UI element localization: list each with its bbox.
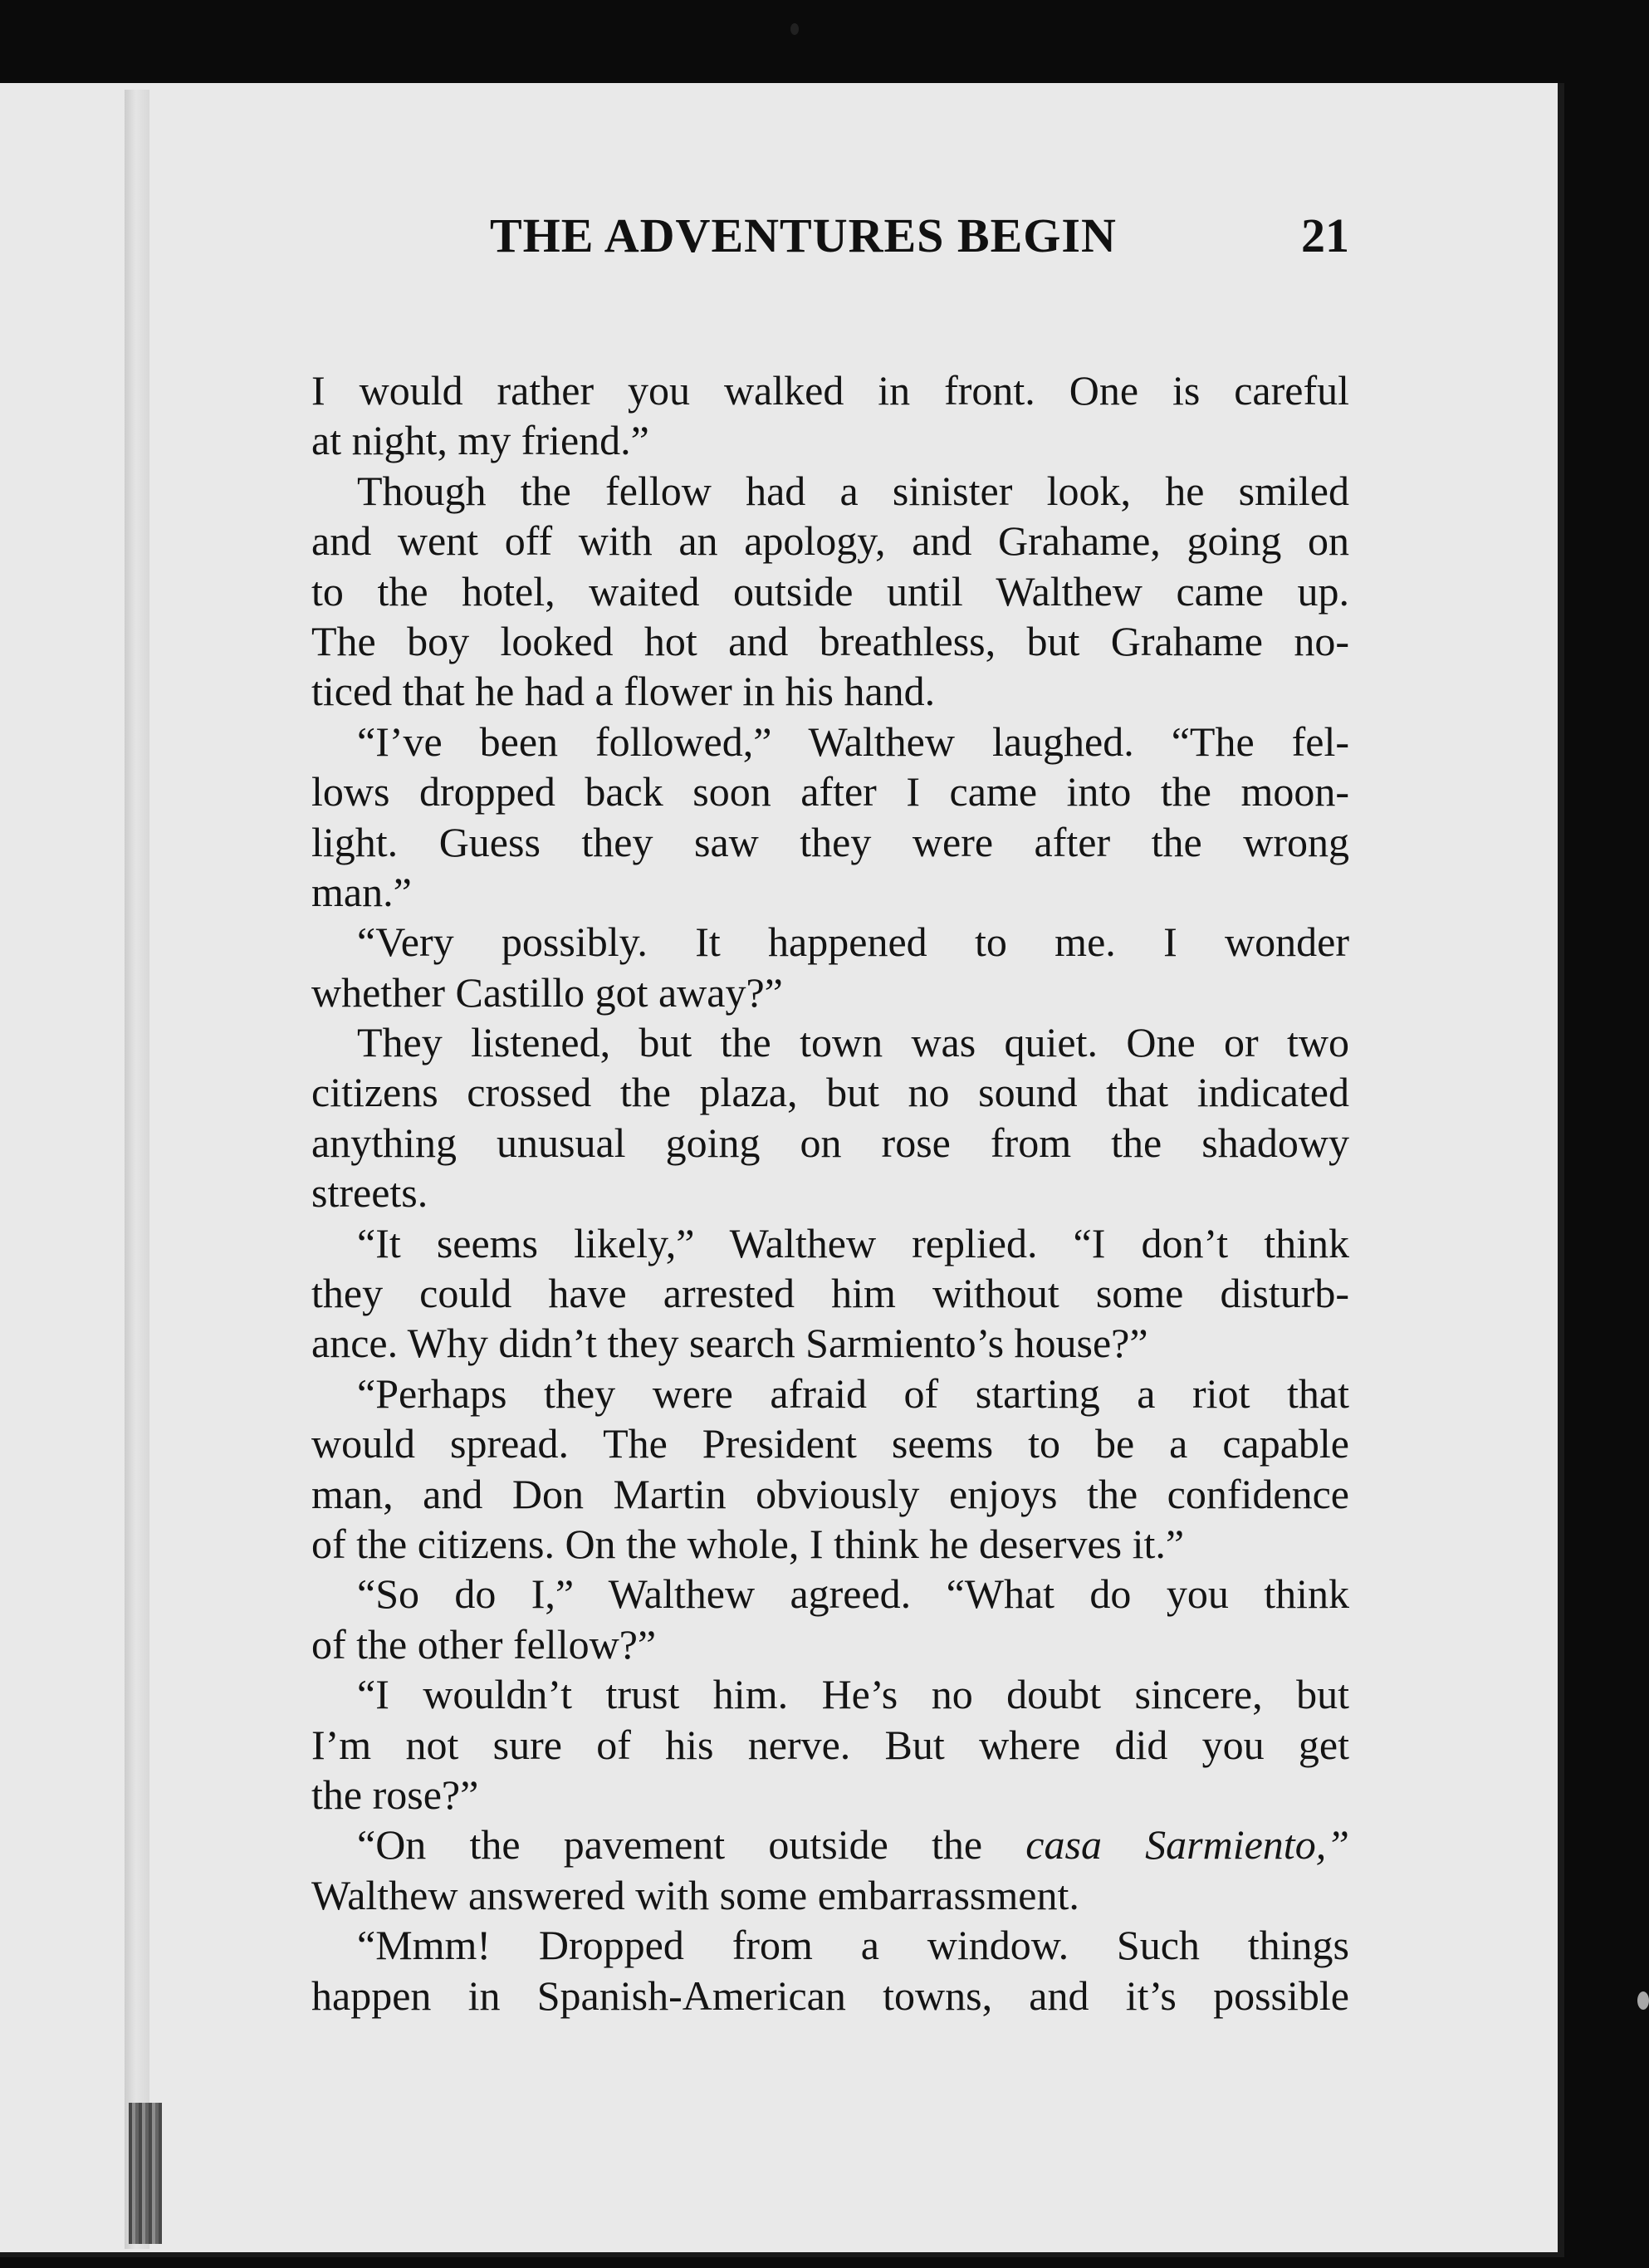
text-line (311, 1770, 1349, 1820)
text-line (311, 1569, 1349, 1619)
text-line-content: man.” (311, 868, 412, 915)
text-line (311, 717, 1349, 767)
text-line (311, 1067, 1349, 1117)
text-line (311, 1017, 1349, 1067)
text-line-content: lows dropped back soon after I came into the moon- (311, 768, 1349, 816)
text-line (311, 616, 1349, 666)
text-line (311, 1369, 1349, 1418)
running-head (311, 198, 1349, 273)
text-line-content: happen in Spanish-American towns, and it’s possible (311, 1972, 1349, 2019)
text-line (311, 566, 1349, 616)
text-line (311, 867, 1349, 917)
text-line-content: “Mmm! Dropped from a window. Such things (357, 1922, 1349, 1969)
scan-speck (790, 23, 799, 35)
text-line-content: “On the pavement outside the (357, 1821, 1026, 1869)
text-line (311, 1168, 1349, 1217)
running-title: THE ADVENTURES BEGIN (490, 208, 1117, 262)
text-line-content: ticed that he had a flower in his hand. (311, 668, 936, 715)
text-line-content: streets. (311, 1169, 428, 1217)
text-line-content: of the other fellow?” (311, 1620, 657, 1668)
text-line (311, 1118, 1349, 1168)
text-line (311, 466, 1349, 516)
text-line-content: citizens crossed the plaza, but no sound that indicated (311, 1069, 1349, 1116)
text-line (311, 967, 1349, 1017)
text-line-content: at night, my friend.” (311, 417, 649, 464)
text-line (311, 1971, 1349, 2021)
text-line (311, 666, 1349, 716)
text-line-content: I would rather you walked in front. One is careful (311, 367, 1349, 414)
text-line (311, 365, 1349, 415)
text-line (311, 1920, 1349, 1970)
page-gutter-shadow (125, 90, 149, 2249)
text-line (311, 917, 1349, 967)
text-line (311, 415, 1349, 465)
text-line-content: “It seems likely,” Walthew replied. “I don’t think (357, 1219, 1349, 1266)
text-line-content: light. Guess they saw they were after the wrong (311, 818, 1349, 865)
text-line-content: whether Castillo got away?” (311, 968, 783, 1016)
text-line (311, 516, 1349, 566)
italic-phrase: casa Sarmiento,” (1025, 1821, 1349, 1869)
text-line-content: The boy looked hot and breathless, but Grahame no- (311, 617, 1349, 664)
text-line (311, 1820, 1349, 1869)
text-line (311, 1870, 1349, 1920)
text-line (311, 817, 1349, 867)
scan-speck (1637, 1991, 1649, 2010)
text-line (311, 1418, 1349, 1468)
text-line (311, 1519, 1349, 1569)
text-line-content: ance. Why didn’t they search Sarmiento’s house?” (311, 1320, 1148, 1367)
text-line (311, 1669, 1349, 1719)
text-line (311, 1469, 1349, 1519)
text-line-content: Though the fellow had a sinister look, he smiled (357, 467, 1349, 514)
text-line-content: the rose?” (311, 1771, 479, 1818)
page-number: 21 (1301, 208, 1349, 262)
text-line-content: to the hotel, waited outside until Walthew came up. (311, 567, 1349, 615)
binding-edge (129, 2103, 162, 2244)
text-line-content: and went off with an apology, and Grahame, going on (311, 517, 1349, 565)
text-line-content: “So do I,” Walthew agreed. “What do you think (357, 1570, 1349, 1618)
text-line-content: of the citizens. On the whole, I think he deserves it.” (311, 1520, 1185, 1567)
body-text (311, 365, 1349, 2021)
book-page (0, 83, 1564, 2257)
text-line-content: man, and Don Martin obviously enjoys the confidence (311, 1470, 1349, 1517)
text-line (311, 1720, 1349, 1770)
text-line (311, 1268, 1349, 1318)
text-line-content: “I wouldn’t trust him. He’s no doubt sincere, but (357, 1671, 1349, 1718)
text-line (311, 767, 1349, 816)
text-line-content: “Perhaps they were afraid of starting a riot that (357, 1369, 1349, 1417)
text-line-content: “I’ve been followed,” Walthew laughed. “The fel- (357, 718, 1349, 765)
text-line-content: anything unusual going on rose from the shadowy (311, 1119, 1349, 1166)
text-line-content: would spread. The President seems to be a capable (311, 1420, 1349, 1467)
text-line-content: they could have arrested him without some disturb- (311, 1270, 1349, 1317)
text-line (311, 1218, 1349, 1268)
text-line-content: Walthew answered with some embarrassment. (311, 1871, 1079, 1918)
text-line (311, 1619, 1349, 1669)
text-line-content: “Very possibly. It happened to me. I wonder (357, 918, 1349, 966)
text-line (311, 1318, 1349, 1368)
text-line-content: I’m not sure of his nerve. But where did you get (311, 1721, 1349, 1768)
text-line-content: They listened, but the town was quiet. One or two (357, 1019, 1349, 1066)
